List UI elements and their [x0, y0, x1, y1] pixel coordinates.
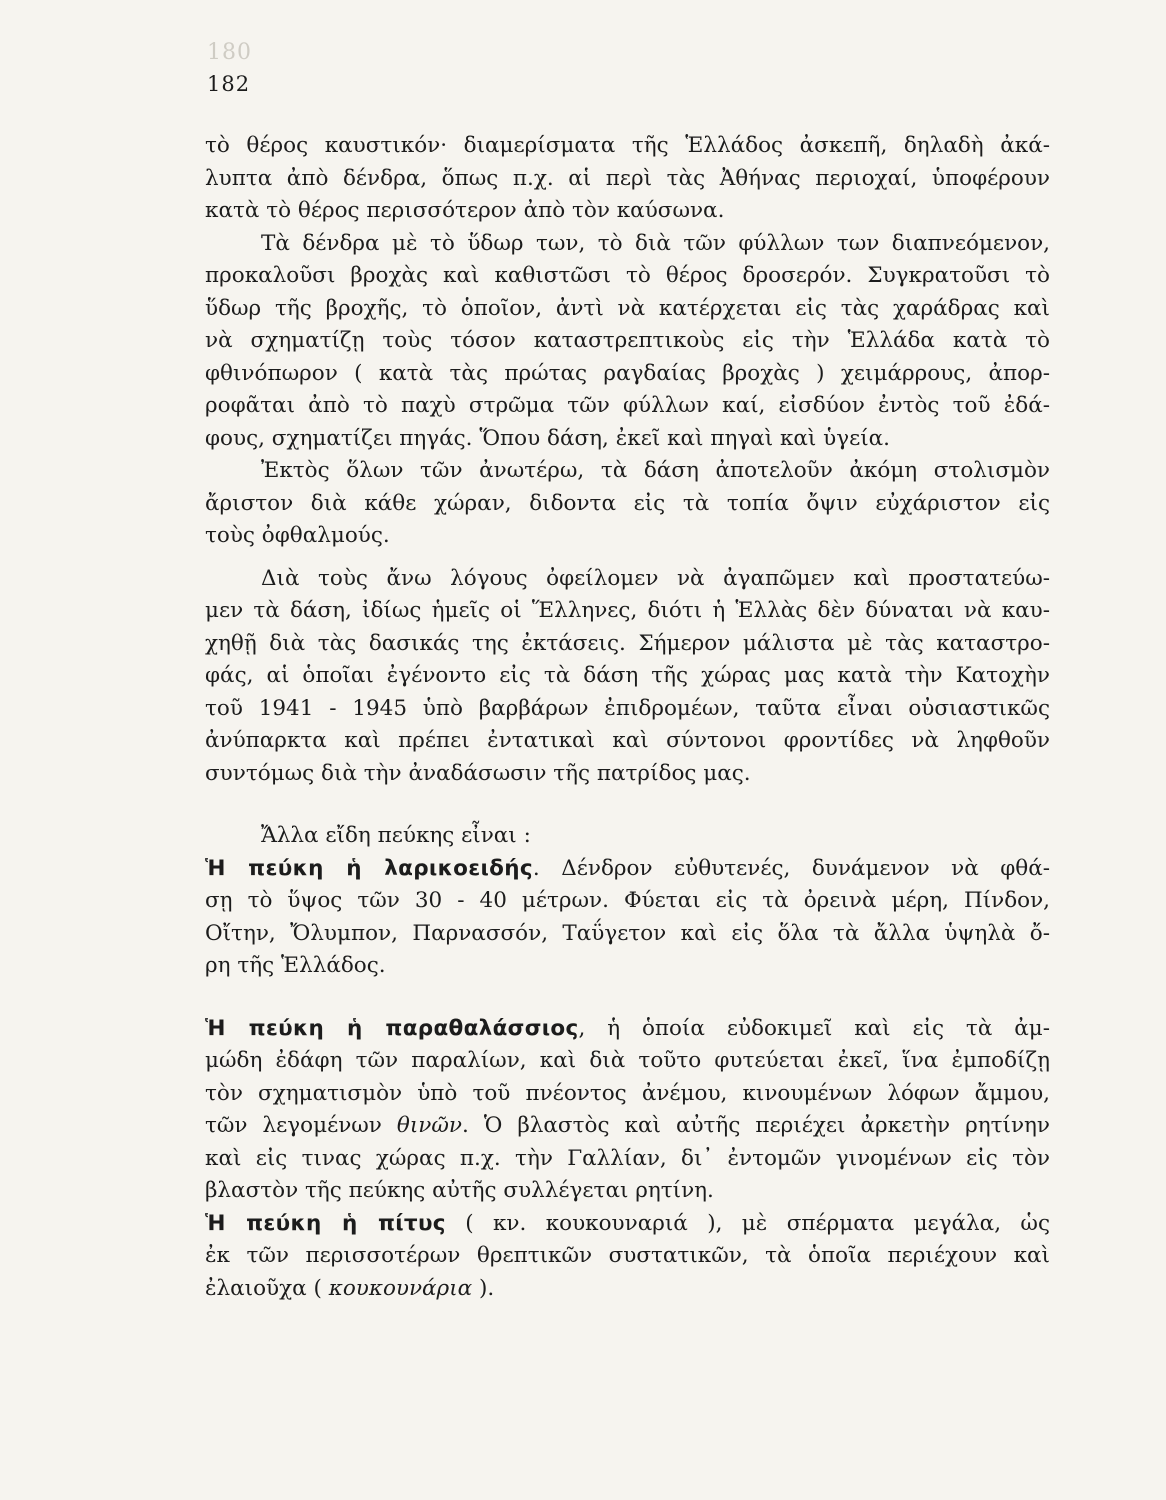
page-body: [205, 130, 1050, 1305]
text-line: τὸν σχηματισμὸν ὑπὸ τοῦ πνέοντος ἀνέμου, κινουμένων λόφων ἄμμου,: [205, 1080, 1050, 1106]
species-intro: Ἄλλα εἴδη πεύκης εἶναι :: [261, 823, 531, 848]
text-fragment: , ἡ ὁποία εὐδοκιμεῖ καὶ εἰς τὰ ἀμ-: [578, 1015, 1050, 1041]
text-fragment: . Ὁ βλαστὸς καὶ αὐτῆς περιέχει ἀρκετὴν ρητίνην: [461, 1113, 1050, 1138]
species-entry-larch-pine: [205, 853, 1050, 886]
text-fragment: ).: [472, 1275, 495, 1301]
text-line-with-italic: [205, 1273, 1050, 1306]
text-line: φους, σχηματίζει πηγάς. Ὅπου δάση, ἐκεῖ καὶ πηγαὶ καὶ ὑγεία.: [205, 425, 891, 451]
text-line: μώδη ἐδάφη τῶν παραλίων, καὶ διὰ τοῦτο φυτεύεται ἐκεῖ, ἵνα ἐμποδίζῃ: [205, 1048, 1050, 1073]
text-line: προκαλοῦσι βροχὰς καὶ καθιστῶσι τὸ θέρος δροσερόν. Συγκρατοῦσι τὸ: [205, 263, 1050, 288]
species-name: Ἡ πεύκη ἡ πίτυς: [205, 1210, 446, 1236]
text-line: τοῦ 1941 - 1945 ὑπὸ βαρβάρων ἐπιδρομέων, ταῦτα εἶναι οὐσιαστικῶς: [205, 695, 1050, 721]
text-line: σῃ τὸ ὕψος τῶν 30 - 40 μέτρων. Φύεται εἰς τὰ ὀρεινὰ μέρη, Πίνδον,: [205, 888, 1050, 913]
species-entry-maritime-pine: [205, 1013, 1050, 1046]
text-line: ἐκ τῶν περισσοτέρων θρεπτικῶν συστατικῶν, τὰ ὁποῖα περιέχουν καὶ: [205, 1243, 1050, 1268]
text-line: κατὰ τὸ θέρος περισσότερον ἀπὸ τὸν καύσωνα.: [205, 198, 725, 223]
section-gap: [205, 790, 1050, 820]
text-line: Τὰ δένδρα μὲ τὸ ὕδωρ των, τὸ διὰ τῶν φύλλων των διαπνεόμενον,: [261, 230, 1050, 256]
text-line: φάς, αἱ ὁποῖαι ἐγένοντο εἰς τὰ δάση τῆς χώρας μας κατὰ τὴν Κατοχὴν: [205, 663, 1050, 688]
text-line: ἄριστον διὰ κάθε χώραν, διδοντα εἰς τὰ τοπία ὄψιν εὐχάριστον εἰς: [205, 490, 1050, 516]
page-number: 182: [207, 72, 251, 96]
text-line: ἀνύπαρκτα καὶ πρέπει ἐντατικαὶ καὶ σύντονοι φροντίδες νὰ ληφθοῦν: [205, 728, 1050, 753]
species-name: Ἡ πεύκη ἡ παραθαλάσσιος: [205, 1015, 579, 1041]
text-fragment: τῶν λεγομένων: [205, 1113, 397, 1138]
text-line: βλαστὸν τῆς πεύκης αὐτῆς συλλέγεται ρητίνη.: [205, 1178, 714, 1203]
text-line: τὸ θέρος καυστικόν· διαμερίσματα τῆς Ἑλλάδος ἀσκεπῆ, δηλαδὴ ἀκά-: [205, 133, 1050, 158]
text-fragment: ἐλαιοῦχα (: [205, 1275, 329, 1301]
text-line: καὶ εἰς τινας χώρας π.χ. τὴν Γαλλίαν, δι᾽ ἐντομῶν γινομένων εἰς τὸν: [205, 1145, 1050, 1171]
text-line: φθινόπωρον ( κατὰ τὰς πρώτας ραγδαίας βροχὰς ) χειμάρρους, ἀπορ-: [205, 360, 1050, 386]
text-line: ὕδωρ τῆς βροχῆς, τὸ ὁποῖον, ἀντὶ νὰ κατέρχεται εἰς τὰς χαράδρας καὶ: [205, 295, 1050, 321]
text-line: νὰ σχηματίζῃ τοὺς τόσον καταστρεπτικοὺς εἰς τὴν Ἑλλάδα κατὰ τὸ: [205, 328, 1050, 353]
species-name: Ἡ πεύκη ἡ λαρικοειδής: [205, 855, 533, 881]
text-line: Ἐκτὸς ὅλων τῶν ἀνωτέρω, τὰ δάση ἀποτελοῦν ἀκόμη στολισμὸν: [261, 458, 1050, 483]
text-line: χηθῇ διὰ τὰς δασικάς της ἐκτάσεις. Σήμερον μάλιστα μὲ τὰς καταστρο-: [205, 630, 1050, 656]
text-line: τοὺς ὀφθαλμούς.: [205, 523, 390, 548]
paragraph-gap: [205, 553, 1050, 563]
text-fragment: . Δένδρον εὐθυτενές, δυνάμενον νὰ φθά-: [532, 855, 1050, 881]
text-line-with-italic: [205, 1110, 1050, 1143]
bleed-through-page-number: 180: [207, 40, 252, 65]
text-line: Διὰ τοὺς ἄνω λόγους ὀφείλομεν νὰ ἀγαπῶμεν καὶ προστατεύω-: [261, 565, 1050, 591]
text-line: μεν τὰ δάση, ἰδίως ἡμεῖς οἱ Ἕλληνες, διότι ἡ Ἑλλὰς δὲν δύναται νὰ καυ-: [205, 598, 1050, 623]
text-line: λυπτα ἀπὸ δένδρα, ὅπως π.χ. αἱ περὶ τὰς Ἀθήνας περιοχαί, ὑποφέρουν: [205, 165, 1050, 191]
italic-term: θινῶν: [396, 1113, 462, 1138]
text-line: συντόμως διὰ τὴν ἀναδάσωσιν τῆς πατρίδος μας.: [205, 760, 751, 786]
text-fragment: ( κν. κουκουναριά ), μὲ σπέρματα μεγάλα, ὡς: [445, 1210, 1050, 1236]
italic-term: κουκουνάρια: [328, 1275, 473, 1301]
species-entry-stone-pine: [205, 1208, 1050, 1241]
text-line: ρη τῆς Ἑλλάδος.: [205, 953, 386, 978]
text-line: ροφᾶται ἀπὸ τὸ παχὺ στρῶμα τῶν φύλλων καί, εἰσδύον ἐντὸς τοῦ ἐδά-: [205, 393, 1050, 418]
section-gap: [205, 983, 1050, 1013]
text-line: Οἴτην, Ὄλυμπον, Παρνασσόν, Ταΰγετον καὶ εἰς ὅλα τὰ ἄλλα ὑψηλὰ ὄ-: [205, 920, 1050, 946]
